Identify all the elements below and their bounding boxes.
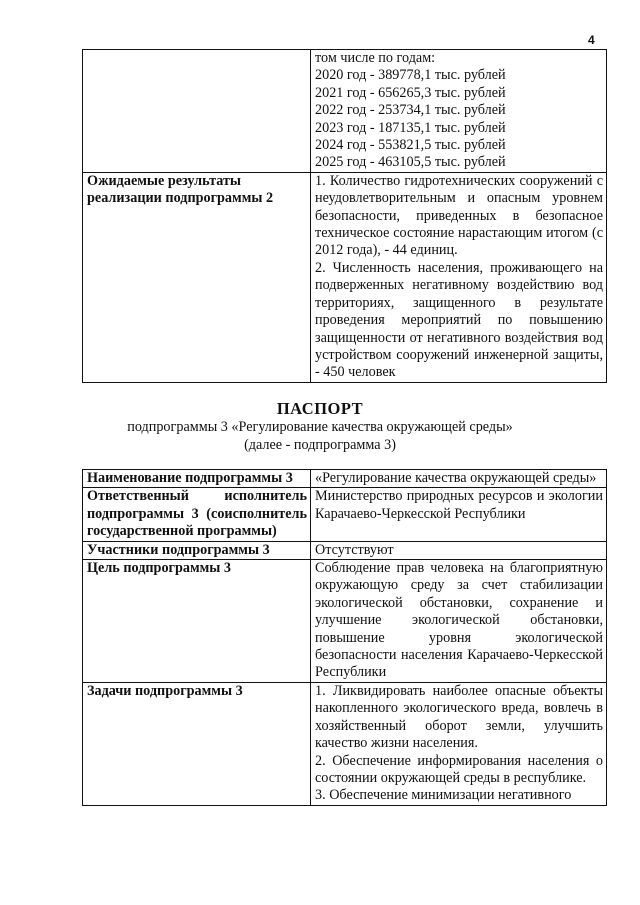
page-number: 4 [588, 33, 595, 47]
funding-line-2020: 2020 год - 389778,1 тыс. рублей [315, 67, 506, 84]
subprogram-2-table-continuation [82, 49, 607, 383]
subprogram-3-passport-table [82, 469, 607, 806]
row-value [311, 682, 607, 805]
funding-cell [311, 50, 607, 173]
funding-line-2021: 2021 год - 656265,3 тыс. рублей [315, 84, 506, 101]
funding-line: том числе по годам: [315, 50, 436, 66]
passport-subtitle: подпрограммы 3 «Регулирование качества окружающей среды» [127, 419, 513, 435]
row-label: Наименование подпрограммы 3 [83, 470, 311, 488]
table-row [83, 172, 607, 382]
row-label: Участники подпрограммы 3 [83, 541, 311, 559]
row-value: Министерство природных ресурсов и экологии Карачаево-Черкесской Республики [311, 488, 607, 541]
row-value: Соблюдение прав человека на благоприятную окружающую среду за счет стабилизации экологической обстановки, сохранение и улучшение экологической обстановки, повышение уровня экологической безопасности населения Карачаево-Черкесской Республики [311, 560, 607, 683]
expected-result-1: 1. Количество гидротехнических сооружений с неудовлетворительным и опасным уровнем безопасности, приведенных в безопасное техническое состояние нарастающим итогом (с 2012 года), - 44 единиц. [315, 172, 603, 259]
task-2: 2. Обеспечение информирования населения о состоянии окружающей среды в республике. [315, 752, 603, 786]
task-3: 3. Обеспечение минимизации негативного [315, 787, 572, 804]
task-1: 1. Ликвидировать наиболее опасные объекты накопленного экологического вреда, вовлечь в хозяйственный оборот земли, улучшить качество жизни населения. [315, 682, 603, 752]
funding-line-2024: 2024 год - 553821,5 тыс. рублей [315, 137, 506, 154]
row-label: Задачи подпрограммы 3 [83, 682, 311, 805]
funding-line-2022: 2022 год - 253734,1 тыс. рублей [315, 102, 506, 119]
table-row [83, 682, 607, 805]
row-value: Отсутствуют [311, 541, 607, 559]
table-row [83, 50, 607, 173]
passport-subtitle-note: (далее - подпрограмма 3) [244, 437, 396, 453]
row-value: «Регулирование качества окружающей среды» [311, 470, 607, 488]
funding-line-2023: 2023 год - 187135,1 тыс. рублей [315, 119, 506, 136]
expected-result-2: 2. Численность населения, проживающего на подверженных негативному воздействию вод территориях, защищенного в результате проведения мероприятий по повышению защищенности от негативного воздействия вод устройством сооружений инженерной защиты, - 450 человек [315, 259, 603, 381]
passport-title: ПАСПОРТ [276, 399, 364, 418]
row-label: Ответственный исполнитель подпрограммы 3 (соисполнитель государственной программы) [83, 488, 311, 541]
funding-line-2025: 2025 год - 463105,5 тыс. рублей [315, 154, 506, 171]
table-row [83, 541, 607, 559]
table-row [83, 488, 607, 541]
expected-results-label: Ожидаемые результаты реализации подпрограммы 2 [83, 172, 311, 382]
table-row [83, 470, 607, 488]
expected-results-value [311, 172, 607, 382]
table-row [83, 560, 607, 683]
empty-label-cell [83, 50, 311, 173]
row-label: Цель подпрограммы 3 [83, 560, 311, 683]
